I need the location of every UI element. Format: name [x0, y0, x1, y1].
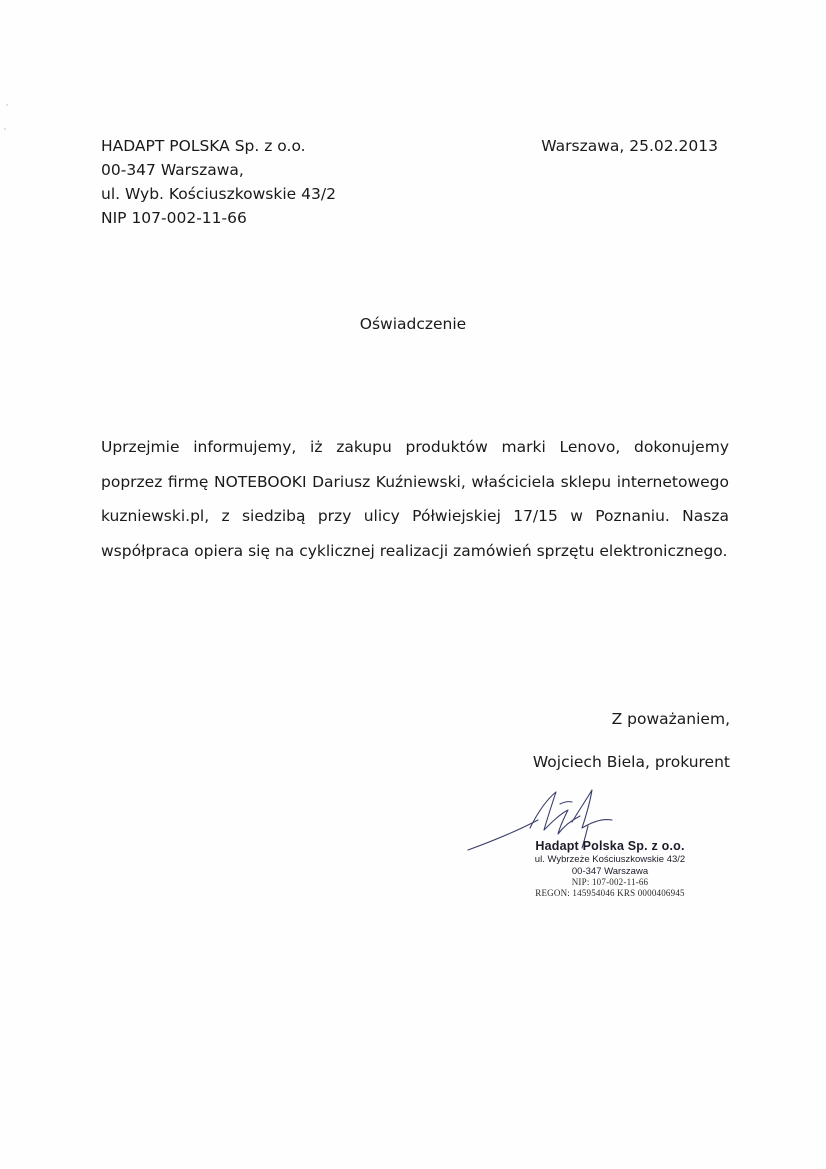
sender-nip: NIP 107-002-11-66 [101, 209, 247, 227]
sender-company: HADAPT POLSKA Sp. z o.o. [101, 137, 306, 155]
stamp-company-name: Hadapt Polska Sp. z o.o. [535, 839, 685, 853]
stamp-regon-krs: REGON: 145954046 KRS 0000406945 [535, 888, 685, 898]
sender-postal: 00-347 Warszawa, [101, 161, 244, 179]
stamp-street: ul. Wybrzeże Kościuszkowskie 43/2 [534, 854, 686, 865]
document-title: Oświadczenie [359, 315, 467, 333]
stamp-city: 00-347 Warszawa [571, 865, 649, 877]
sender-street: ul. Wyb. Kościuszkowskie 43/2 [101, 185, 336, 203]
scan-speck [4, 128, 6, 130]
sender-address-block [101, 134, 336, 230]
place-and-date: Warszawa, 25.02.2013 [541, 137, 718, 155]
statement-body: Uprzejmie informujemy, iż zakupu produktów marki Lenovo, dokonujemy poprzez firmę NOTEBOOKI Dariusz Kuźniewski, właściciela sklepu internetowego kuzniewski.pl, z siedzibą przy ulicy Półwiejskiej 17/15 w Poznaniu. Nasza współpraca opiera się na cyklicznej realizacji zamówień sprzętu elektronicznego. [101, 438, 729, 560]
closing-salutation: Z poważaniem, [611, 710, 730, 728]
stamp-nip: NIP: 107-002-11-66 [571, 877, 649, 887]
signer-name: Wojciech Biela, prokurent [532, 753, 730, 771]
scan-speck [6, 104, 8, 106]
company-stamp [505, 838, 715, 899]
